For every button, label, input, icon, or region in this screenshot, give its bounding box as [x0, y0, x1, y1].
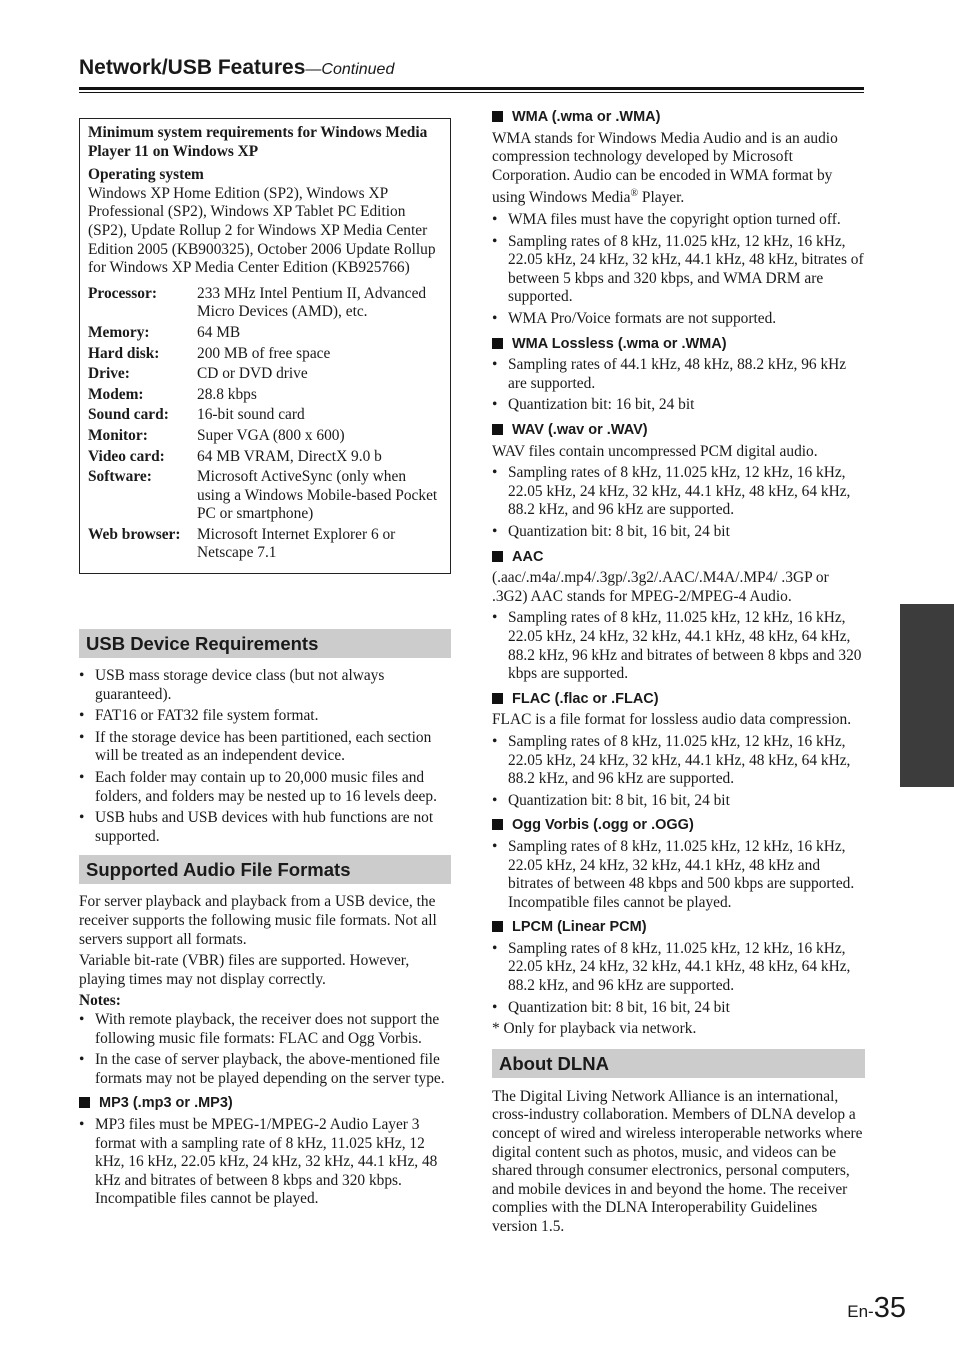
- square-bullet-icon: [79, 1097, 90, 1108]
- square-bullet-icon: [492, 111, 503, 122]
- list-item: • USB hubs and USB devices with hub functions are not supported.: [79, 809, 451, 846]
- spec-key: Drive:: [88, 365, 130, 383]
- spec-key: Monitor:: [88, 426, 148, 444]
- aac-description: (.aac/.m4a/.mp4/.3gp/.3g2/.AAC/.M4A/.MP4/ .3GP or .3G2) AAC stands for MPEG-2/MPEG-4 Audio.: [492, 569, 829, 605]
- wma-lossless-heading: [492, 335, 865, 354]
- list-item: • Sampling rates of 44.1 kHz, 48 kHz, 88.2 kHz, 96 kHz are supported.: [492, 356, 865, 393]
- requirements-title: Minimum system requirements for Windows Media Player 11 on Windows XP: [88, 124, 428, 160]
- lpcm-list: [492, 940, 865, 1017]
- wma-description: [492, 130, 865, 209]
- spec-row: [88, 386, 442, 407]
- spec-value: 233 MHz Intel Pentium II, Advanced Micro Devices (AMD), etc.: [197, 284, 427, 321]
- list-item: • Sampling rates of 8 kHz, 11.025 kHz, 12 kHz, 16 kHz, 22.05 kHz, 24 kHz, 32 kHz, 44.1 kHz, 48 kHz, 64 kHz, 88.2 kHz, and 96 kHz are supported.: [492, 733, 865, 789]
- spec-value: Super VGA (800 x 600): [197, 426, 345, 444]
- usb-requirements-heading: USB Device Requirements: [79, 629, 451, 658]
- list-item: • WMA files must have the copyright option turned off.: [492, 211, 865, 230]
- wma-lossless-heading-text: WMA Lossless (.wma or .WMA): [512, 335, 727, 352]
- spec-row: [88, 427, 442, 448]
- spec-key: Hard disk:: [88, 344, 160, 362]
- aac-list: [492, 609, 865, 683]
- spec-key: Sound card:: [88, 406, 169, 424]
- list-item: • If the storage device has been partitioned, each section will be treated as an independent device.: [79, 729, 451, 766]
- dlna-paragraph: The Digital Living Network Alliance is an international, cross-industry collaboration. Members of DLNA develop a concept of wired and wireless interoperable networks where digital content such as photos, music, and videos can be shared through consumer electronics, personal computers, and mobile devices in and beyond the home. The receiver complies with the DLNA Interoperability Guidelines version 1.5.: [492, 1087, 863, 1235]
- list-item: • FAT16 or FAT32 file system format.: [79, 707, 451, 726]
- page-number-value: 35: [873, 1292, 906, 1324]
- list-item: • USB mass storage device class (but not always guaranteed).: [79, 667, 451, 704]
- notes-list: [79, 1011, 451, 1088]
- spec-key: Video card:: [88, 447, 165, 465]
- spec-value: CD or DVD drive: [197, 365, 308, 383]
- header-rule-thin: [79, 92, 864, 93]
- spec-key: Software:: [88, 468, 152, 486]
- right-column: [492, 108, 865, 1240]
- vbr-paragraph: Variable bit-rate (VBR) files are supported. However, playing times may not display correctly.: [79, 952, 410, 988]
- lpcm-footnote: * Only for playback via network.: [492, 1020, 697, 1038]
- page-number: [847, 1292, 906, 1325]
- wav-heading: [492, 421, 865, 440]
- list-item: • Sampling rates of 8 kHz, 11.025 kHz, 12 kHz, 16 kHz, 22.05 kHz, 24 kHz, 32 kHz, 44.1 kHz, 48 kHz, 64 kHz, 88.2 kHz, and 96 kHz are supported.: [492, 464, 865, 520]
- flac-description: FLAC is a file format for lossless audio data compression.: [492, 711, 852, 729]
- spec-key: Processor:: [88, 284, 157, 302]
- square-bullet-icon: [492, 551, 503, 562]
- spec-value: 64 MB VRAM, DirectX 9.0 b: [197, 447, 382, 465]
- os-text: Windows XP Home Edition (SP2), Windows XP Professional (SP2), Windows XP Tablet PC Edition (SP2), Update Rollup 2 for Windows XP Media Center Edition 2005 (KB900325), October 2006 Update Rollup for Windows XP Media Center Edition (KB925766): [88, 184, 436, 277]
- list-item: • Sampling rates of 8 kHz, 11.025 kHz, 12 kHz, 16 kHz, 22.05 kHz, 24 kHz, 32 kHz, 44.1 kHz, 48 kHz, 64 kHz, 88.2 kHz, and 96 kHz are supported.: [492, 940, 865, 996]
- wma-heading: [492, 108, 865, 127]
- flac-heading-text: FLAC (.flac or .FLAC): [512, 690, 659, 707]
- spec-row: [88, 526, 442, 565]
- spec-row: [88, 365, 442, 386]
- page-header: [79, 56, 864, 80]
- spec-table: [88, 285, 442, 565]
- flac-list: [492, 733, 865, 810]
- list-item: • Each folder may contain up to 20,000 music files and folders, and folders may be nested up to 16 levels deep.: [79, 769, 451, 806]
- spec-row: [88, 345, 442, 366]
- mp3-heading-text: MP3 (.mp3 or .MP3): [99, 1095, 233, 1112]
- square-bullet-icon: [492, 921, 503, 932]
- aac-heading: [492, 548, 865, 567]
- wma-desc-end: Player.: [638, 189, 685, 207]
- audio-intro-paragraph: For server playback and playback from a USB device, the receiver supports the following music file formats. Not all servers support all formats.: [79, 893, 437, 948]
- about-dlna-heading: About DLNA: [492, 1049, 865, 1078]
- wma-heading-text: WMA (.wma or .WMA): [512, 109, 661, 125]
- square-bullet-icon: [492, 338, 503, 349]
- lpcm-heading: [492, 918, 865, 937]
- spec-value: 200 MB of free space: [197, 344, 331, 362]
- flac-heading: [492, 690, 865, 709]
- left-column: [79, 118, 451, 1212]
- ogg-heading-text: Ogg Vorbis (.ogg or .OGG): [512, 817, 694, 834]
- spec-value: Microsoft ActiveSync (only when using a Windows Mobile-based Pocket PC or smartphone): [197, 468, 438, 523]
- aac-heading-text: AAC: [512, 548, 544, 565]
- list-item: • Sampling rates of 8 kHz, 11.025 kHz, 12 kHz, 16 kHz, 22.05 kHz, 24 kHz, 32 kHz, 44.1 kHz, 48 kHz and bitrates of between 48 kbps and 500 kbps are supported. Incompatible files cannot be played.: [492, 838, 865, 912]
- list-item: • Quantization bit: 16 bit, 24 bit: [492, 396, 865, 415]
- page-title-continued: —Continued: [305, 61, 395, 78]
- spec-row: [88, 285, 442, 324]
- square-bullet-icon: [492, 693, 503, 704]
- list-item: • Quantization bit: 8 bit, 16 bit, 24 bit: [492, 999, 865, 1018]
- list-item: • MP3 files must be MPEG-1/MPEG-2 Audio Layer 3 format with a sampling rate of 8 kHz, 11.025 kHz, 12 kHz, 16 kHz, 22.05 kHz, 24 kHz, 32 kHz, 44.1 kHz, 48 kHz and bitrates of between 8 kbps and 320 kbps. Incompatible files cannot be played.: [79, 1116, 451, 1209]
- ogg-heading: [492, 816, 865, 835]
- spec-key: Modem:: [88, 385, 144, 403]
- list-item: • In the case of server playback, the above-mentioned file formats may not be played depending on the server type.: [79, 1051, 451, 1088]
- system-requirements-box: [79, 118, 451, 574]
- wav-description: WAV files contain uncompressed PCM digital audio.: [492, 442, 818, 460]
- os-heading: Operating system: [88, 166, 204, 184]
- mp3-heading: [79, 1094, 451, 1113]
- wav-list: [492, 464, 865, 541]
- spec-value: 28.8 kbps: [197, 385, 257, 403]
- header-rule-thick: [79, 87, 864, 90]
- spec-row: [88, 448, 442, 469]
- spec-value: Microsoft Internet Explorer 6 or Netscape 7.1: [197, 525, 396, 562]
- notes-label: Notes:: [79, 992, 121, 1010]
- list-item: • Sampling rates of 8 kHz, 11.025 kHz, 12 kHz, 16 kHz, 22.05 kHz, 24 kHz, 32 kHz, 44.1 kHz, 48 kHz, 64 kHz, 88.2 kHz, 96 kHz and bitrates of between 8 kbps and 320 kbps are supported.: [492, 609, 865, 683]
- spec-value: 16-bit sound card: [197, 406, 305, 424]
- lpcm-heading-text: LPCM (Linear PCM): [512, 919, 647, 936]
- ogg-list: [492, 838, 865, 912]
- list-item: • Quantization bit: 8 bit, 16 bit, 24 bit: [492, 523, 865, 542]
- spec-key: Memory:: [88, 323, 150, 341]
- side-thumb-tab: [900, 604, 954, 787]
- square-bullet-icon: [492, 819, 503, 830]
- list-item: • With remote playback, the receiver does not support the following music file formats: FLAC and Ogg Vorbis.: [79, 1011, 451, 1048]
- square-bullet-icon: [492, 424, 503, 435]
- wma-desc-text: WMA stands for Windows Media Audio and is an audio compression technology developed by Microsoft Corporation. Audio can be encoded in WMA format by using Windows Media: [492, 129, 838, 207]
- spec-row: [88, 324, 442, 345]
- wav-heading-text: WAV (.wav or .WAV): [512, 422, 648, 439]
- list-item: • WMA Pro/Voice formats are not supported.: [492, 310, 865, 329]
- usb-requirements-list: [79, 667, 451, 846]
- spec-row: [88, 468, 442, 526]
- spec-row: [88, 406, 442, 427]
- list-item: • Sampling rates of 8 kHz, 11.025 kHz, 12 kHz, 16 kHz, 22.05 kHz, 24 kHz, 32 kHz, 44.1 kHz, 48 kHz, bitrates of between 5 kbps and 320 kbps, and WMA DRM are supported.: [492, 233, 865, 307]
- page-title: Network/USB Features: [79, 56, 306, 79]
- mp3-list: [79, 1116, 451, 1209]
- spec-value: 64 MB: [197, 323, 241, 341]
- spec-key: Web browser:: [88, 525, 181, 543]
- wma-list: [492, 211, 865, 329]
- list-item: • Quantization bit: 8 bit, 16 bit, 24 bit: [492, 792, 865, 811]
- page-number-prefix: En-: [847, 1302, 874, 1321]
- registered-mark: ®: [630, 188, 639, 200]
- audio-formats-heading: Supported Audio File Formats: [79, 855, 451, 884]
- wma-lossless-list: [492, 356, 865, 415]
